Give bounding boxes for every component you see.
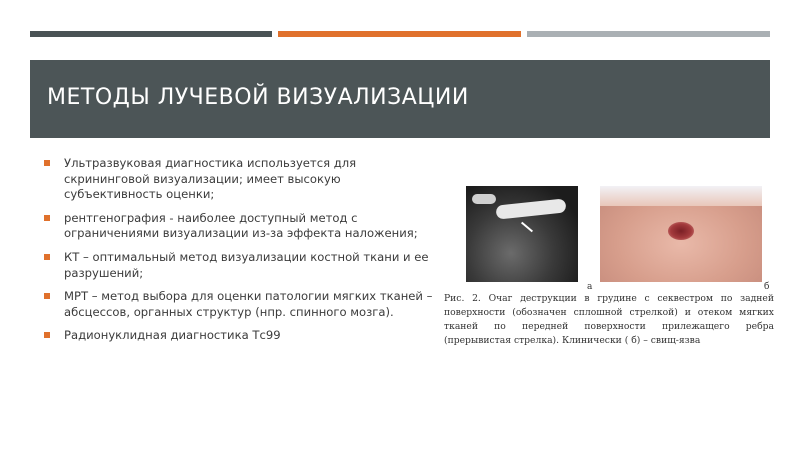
top-accent-bar-middle bbox=[278, 31, 521, 37]
lesion-marker bbox=[668, 222, 694, 240]
bullet-square-icon bbox=[44, 332, 50, 338]
title-band bbox=[30, 60, 770, 138]
bullet-text: Радионуклидная диагностика Тс99 bbox=[64, 328, 281, 343]
bullet-square-icon bbox=[44, 293, 50, 299]
figure-label-a: а bbox=[587, 282, 593, 292]
figure-label-b: б bbox=[764, 282, 770, 292]
ct-scan-image bbox=[466, 186, 578, 282]
bullet-item bbox=[44, 250, 434, 281]
clinical-figure bbox=[444, 184, 777, 354]
top-accent-bar-left bbox=[30, 31, 272, 37]
bullet-square-icon bbox=[44, 160, 50, 166]
bullet-text: рентгенография - наиболее доступный метод с ограничениями визуализации из-за эффекта наложения; bbox=[64, 210, 418, 241]
top-accent-bar-right bbox=[527, 31, 770, 37]
bullet-text: МРТ – метод выбора для оценки патологии мягких тканей – абсцессов, органных структур (нпр. спинного мозга). bbox=[64, 289, 433, 319]
bullet-list bbox=[44, 156, 434, 352]
bullet-item bbox=[44, 289, 434, 320]
bullet-text: КТ – оптимальный метод визуализации костной ткани и ее разрушений; bbox=[64, 249, 429, 280]
bullet-square-icon bbox=[44, 254, 50, 260]
figure-caption: Рис. 2. Очаг деструкции в грудине с секвестром по задней поверхности (обозначен сплошной стрелкой) и отеком мягких тканей по передней поверхности прилежащего ребра (прерывистая стрелка). Клинически ( б) – свищ-язва bbox=[444, 293, 774, 346]
bullet-square-icon bbox=[44, 215, 50, 221]
arrow-icon bbox=[521, 222, 533, 233]
bullet-item bbox=[44, 211, 434, 242]
bullet-item bbox=[44, 156, 434, 203]
bullet-item bbox=[44, 328, 434, 344]
bullet-text: Ультразвуковая диагностика используется для скрининговой визуализации; имеет высокую субъективность оценки; bbox=[64, 156, 357, 202]
clinical-photo-image bbox=[600, 186, 762, 282]
slide-title: МЕТОДЫ ЛУЧЕВОЙ ВИЗУАЛИЗАЦИИ bbox=[47, 85, 469, 110]
